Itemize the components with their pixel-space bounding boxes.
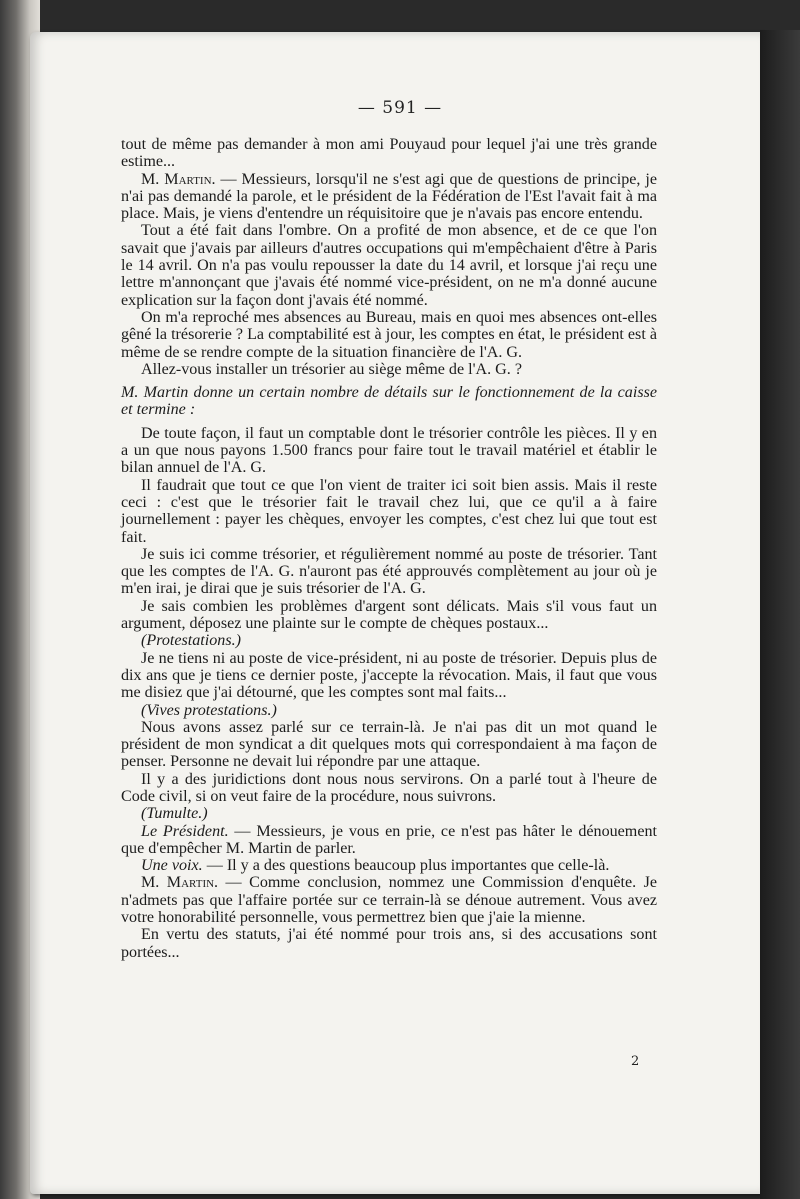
- paragraph: Une voix. — Il y a des questions beaucoup plus importantes que celle-là.: [141, 857, 610, 875]
- paragraph: tout de même pas demander à mon ami Pouyaud pour lequel j'ai une très grande estime...: [121, 136, 657, 171]
- paragraph: M. Martin. — Messieurs, lorsqu'il ne s'est agi que de questions de principe, je n'ai pas demandé la parole, et le président de la Fédération de l'Est l'avait fait à ma place. Mais, je viens d'entendre un réquisitoire que je n'avais pas encore entendu.: [121, 170, 658, 223]
- paragraph: Tout a été fait dans l'ombre. On a profité de mon absence, et de ce que l'on savait que j'avais par ailleurs d'autres occupations qui m'empêchaient d'être à Paris le 14 avril. On n'a pas voulu repousser la date du 14 avril, et lorsque j'ai reçu une lettre m'annonçant que j'avais été nommé vice-président, on ne m'a donné aucune explication sur la façon dont j'avais été nommé.: [121, 222, 657, 309]
- paragraph: Nous avons assez parlé sur ce terrain-là. Je n'ai pas dit un mot quand le président de mon syndicat a dit quelques mots qui correspondaient à ma façon de penser. Personne ne devait lui répondre par une attaque.: [121, 718, 657, 771]
- paragraph: M. Martin. — Comme conclusion, nommez une Commission d'enquête. Je n'admets pas que l'affaire portée sur ce terrain-là se dénoue autrement. Vous avez votre honorabilité personnelle, vous permettrez bien que j'aie la mienne.: [121, 874, 658, 927]
- speaker-name: Le Président.: [141, 822, 229, 840]
- interjection: (Tumulte.): [141, 805, 208, 823]
- page-number: — 591 —: [357, 98, 443, 118]
- signature-mark: 2: [631, 1054, 640, 1069]
- stage-direction: M. Martin donne un certain nombre de détails sur le fonctionnement de la caisse et termine :: [121, 384, 657, 419]
- paragraph: Le Président. — Messieurs, je vous en prie, ce n'est pas hâter le dénouement que d'empêcher M. Martin de parler.: [121, 822, 657, 857]
- page-body: [121, 136, 657, 961]
- paragraph: Allez-vous installer un trésorier au siège même de l'A. G. ?: [141, 360, 522, 378]
- interjection: (Vives protestations.): [141, 701, 277, 719]
- paragraph: Je ne tiens ni au poste de vice-président, ni au poste de trésorier. Depuis plus de dix ans que je tiens ce dernier poste, j'accepte la révocation. Mais, il faut que vous me disiez que j'ai détourné, que les comptes sont mal faits...: [121, 649, 657, 702]
- speaker-name: M. Martin.: [141, 170, 216, 188]
- paragraph: On m'a reproché mes absences au Bureau, mais en quoi mes absences ont-elles gêné la trésorerie ? La comptabilité est à jour, les comptes en état, le président est à même de se rendre compte de la situation financière de l'A. G.: [121, 308, 657, 361]
- scan-background-edge: [760, 30, 800, 1199]
- interjection: (Protestations.): [141, 632, 241, 650]
- paragraph: De toute façon, il faut un comptable dont le trésorier contrôle les pièces. Il y en a un que nous payons 1.500 francs pour faire tout le travail matériel et établir le bilan annuel de l'A. G.: [121, 424, 657, 477]
- paragraph: Je suis ici comme trésorier, et régulièrement nommé au poste de trésorier. Tant que les comptes de l'A. G. n'auront pas été approuvés complètement au jour où je m'en irai, je dirai que je suis trésorier de l'A. G.: [121, 545, 657, 598]
- paragraph: Il faudrait que tout ce que l'on vient de traiter ici soit bien assis. Mais il reste ceci : c'est que le trésorier fait le travail chez lui, que ce qu'il a à faire journellement : payer les chèques, envoyer les comptes, c'est chez lui que tout est fait.: [121, 476, 657, 546]
- paragraph: Il y a des juridictions dont nous nous servirons. On a parlé tout à l'heure de Code civil, si on veut faire de la procédure, nous suivrons.: [121, 770, 657, 805]
- paragraph: Je sais combien les problèmes d'argent sont délicats. Mais s'il vous faut un argument, déposez une plainte sur le compte de chèques postaux...: [121, 597, 657, 633]
- speaker-name: M. Martin.: [141, 874, 219, 892]
- speaker-name: Une voix.: [141, 857, 203, 875]
- paragraph: En vertu des statuts, j'ai été nommé pour trois ans, si des accusations sont portées...: [121, 926, 657, 961]
